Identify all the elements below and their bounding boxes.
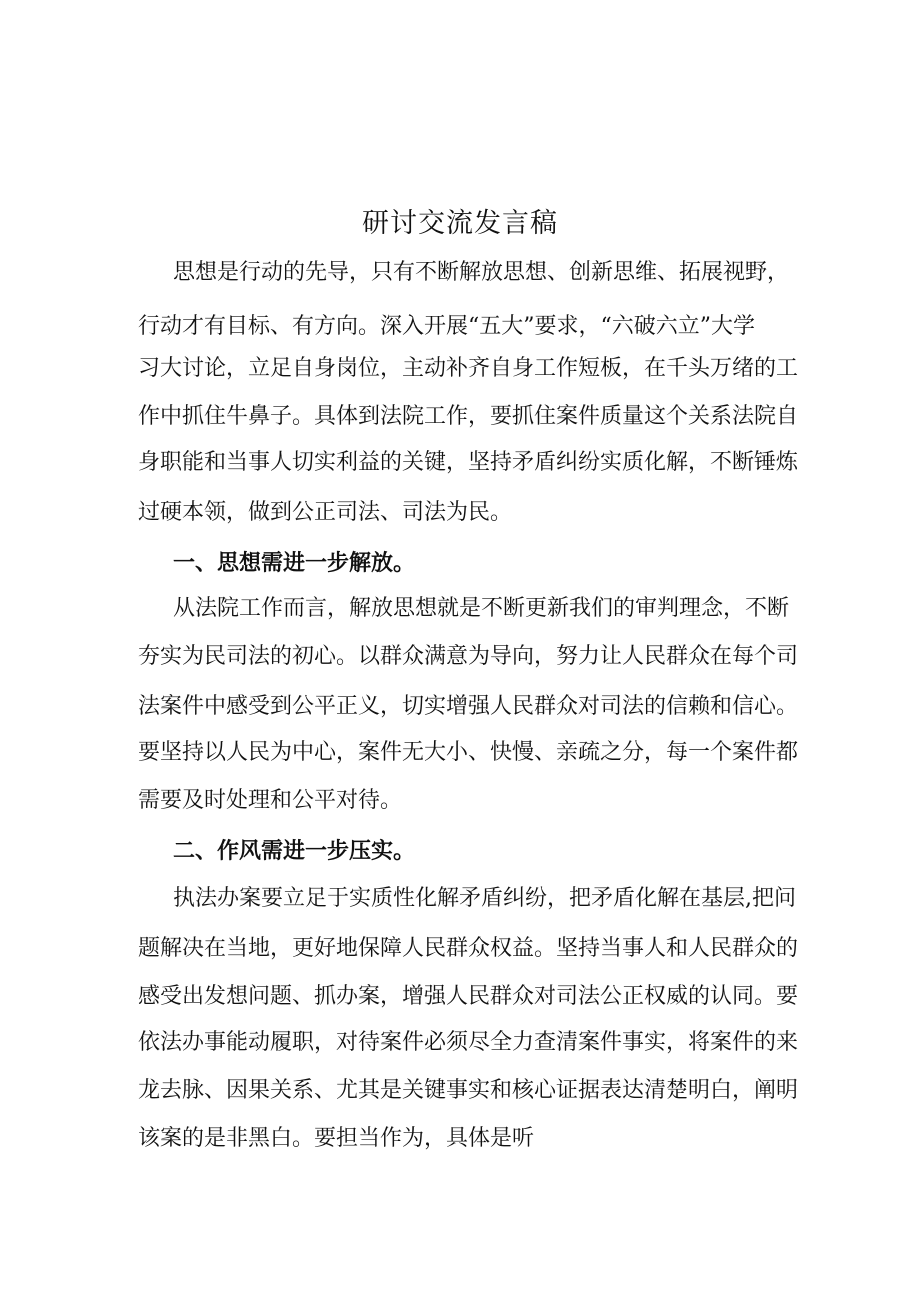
document-title: 研讨交流发言稿 [362,208,558,239]
section-heading: 二、作风需进一步压实。 [173,838,416,864]
paragraph-line: 题解决在当地，更好地保障人民群众权益。坚持当事人和人民群众的 [138,936,799,961]
paragraph-line: 该案的是非黑白。要担当作为，具体是听 [138,1126,535,1151]
paragraph-line: 夯实为民司法的初心。以群众满意为导向，努力让人民群众在每个司 [138,644,799,669]
paragraph-line: 从法院工作而言，解放思想就是不断更新我们的审判理念，不断 [173,596,790,621]
paragraph-line: 龙去脉、因果关系、尤其是关键事实和核心证据表达清楚明白，阐明 [138,1078,799,1103]
paragraph-line: 习大讨论，立足自身岗位，主动补齐自身工作短板，在千头万绪的工 [138,356,799,381]
paragraph-line: 依法办事能动履职，对待案件必须尽全力查清案件事实，将案件的来 [138,1030,799,1055]
paragraph-line: 思想是行动的先导，只有不断解放思想、创新思维、拓展视野， [173,260,790,285]
section-heading: 一、思想需进一步解放。 [173,550,416,576]
paragraph-line: 法案件中感受到公平正义，切实增强人民群众对司法的信赖和信心。 [138,694,799,719]
paragraph-line: 感受出发想问题、抓办案，增强人民群众对司法公正权威的认同。要 [138,984,799,1009]
paragraph-line: 执法办案要立足于实质性化解矛盾纠纷，把矛盾化解在基层,把问 [173,886,796,911]
paragraph-line: 身职能和当事人切实利益的关键，坚持矛盾纠纷实质化解，不断锤炼 [138,450,799,475]
paragraph-line: 需要及时处理和公平对待。 [138,788,403,813]
paragraph-line: 过硬本领，做到公正司法、司法为民。 [138,500,513,525]
paragraph-line: 作中抓住牛鼻子。具体到法院工作，要抓住案件质量这个关系法院自 [138,404,799,429]
paragraph-line: 要坚持以人民为中心，案件无大小、快慢、亲疏之分，每一个案件都 [138,740,799,765]
paragraph-line: 行动才有目标、有方向。深入开展“五大”要求，“六破六立”大学 [138,314,755,339]
